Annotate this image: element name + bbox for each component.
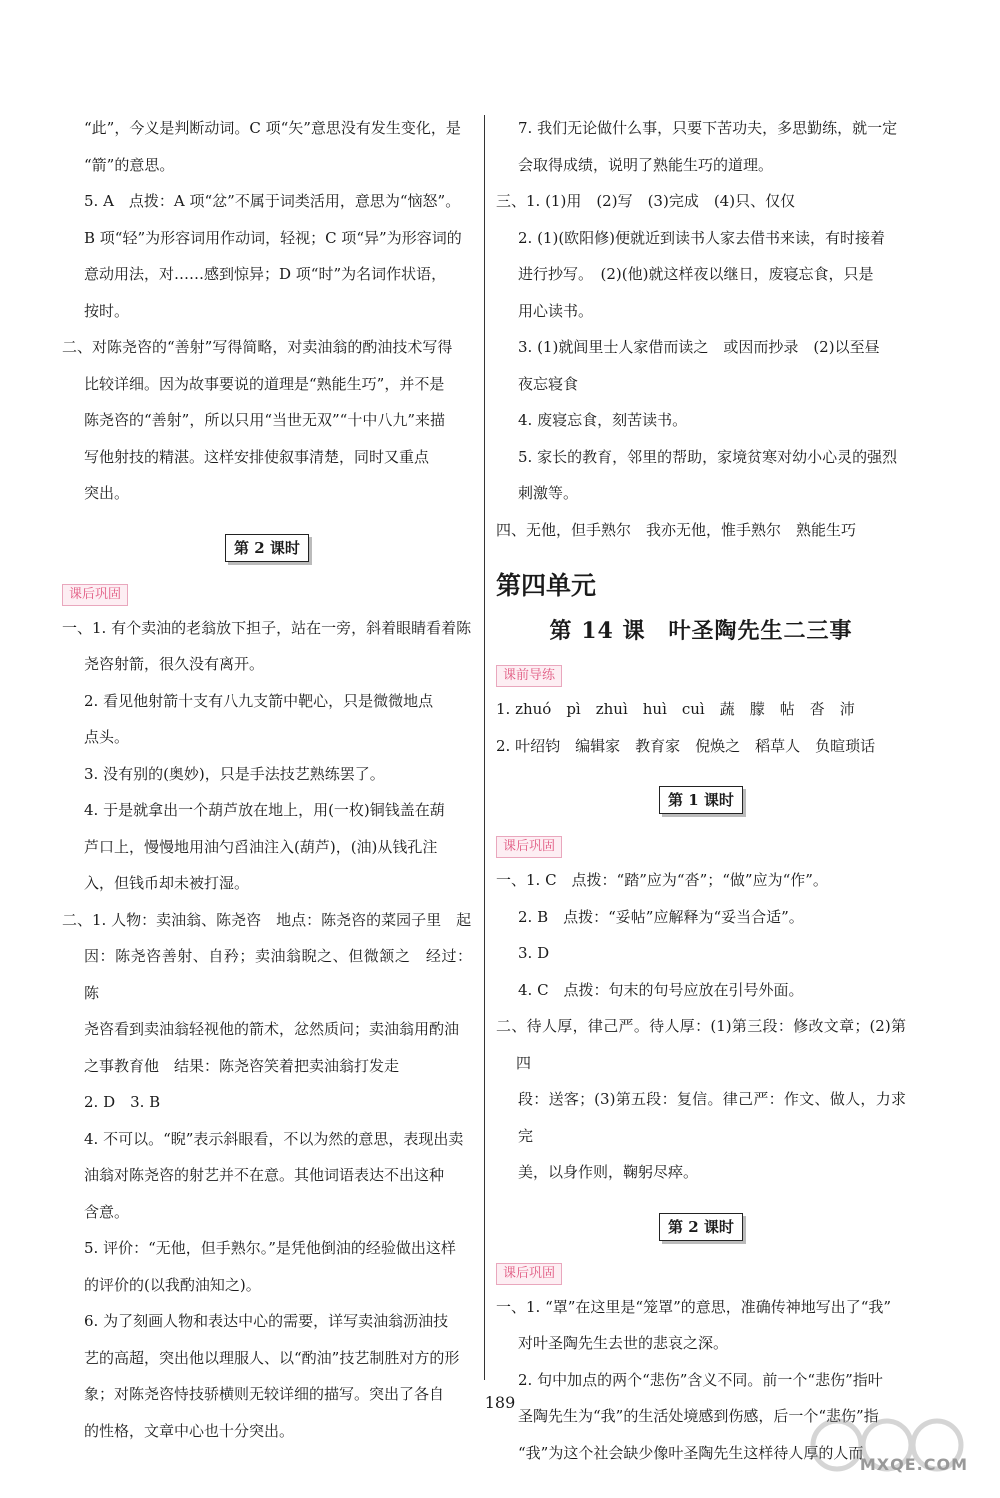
right-column [496, 110, 906, 1471]
answer-line: “我”为这个社会缺少像叶圣陶先生这样待人厚的人而 [518, 1443, 864, 1462]
lesson-14-title: 第 14 课 叶圣陶先生二三事 [549, 618, 853, 644]
answer-line: 一、1. C 点拨：“踏”应为“沓”；“做”应为“作”。 [496, 871, 828, 889]
answer-line: 艺的高超，突出他以理服人、以“酌油”技艺制胜对方的形 [84, 1348, 460, 1367]
answer-line: 刺激等。 [518, 484, 579, 502]
answer-line: 入，但钱币却未被打湿。 [84, 874, 250, 892]
answer-line: 的性格，文章中心也十分突出。 [84, 1421, 295, 1440]
answer-line: 按时。 [84, 301, 130, 320]
answer-line: 5. 评价：“无他，但手熟尔。”是凭他倒油的经验做出这样 [84, 1239, 456, 1257]
answer-line: 之事教育他 结果：陈尧咨笑着把卖油翁打发走 [84, 1056, 400, 1075]
page-number: 189 [484, 1393, 516, 1412]
answer-line: 芦口上，慢慢地用油勺舀油注入(葫芦)，(油)从钱孔注 [84, 837, 438, 856]
tag-review [62, 578, 472, 610]
lesson-1-label: 第 1 课时 [659, 786, 743, 814]
answer-line: 因：陈尧咨善射、自矜；卖油翁睨之、但微颔之 经过：陈 [84, 947, 472, 1002]
answer-line: 含意。 [84, 1202, 130, 1221]
answer-line: 5. 家长的教育，邻里的帮助，家境贫寒对幼小心灵的强烈 [518, 447, 898, 466]
answer-line: 2. 句中加点的两个“悲伤”含义不同。前一个“悲伤”指叶 [518, 1370, 883, 1389]
answer-line: 1. zhuó pì zhuì huì cuì 蔬 朦 帖 沓 沛 [496, 700, 855, 718]
answer-line: 3. D [518, 944, 550, 962]
answer-line: 美，以身作则，鞠躬尽瘁。 [518, 1163, 699, 1181]
answer-line: 四、无他，但手熟尔 我亦无他，惟手熟尔 熟能生巧 [496, 520, 857, 539]
answer-line: 段：送客；(3)第五段：复信。律己严：作文、做人，力求完 [518, 1090, 906, 1145]
answer-block-3 [496, 110, 906, 548]
answer-line: 点头。 [84, 728, 130, 746]
answer-line: 意动用法，对……感到惊异；D 项“时”为名词作状语， [84, 265, 447, 283]
answer-line: 一、1. “罩”在这里是“笼罩”的意思，准确传神地写出了“我” [496, 1297, 892, 1316]
answer-line: 进行抄写。 (2)(他)就这样夜以继日，废寝忘食，只是 [518, 265, 874, 283]
answer-line: 3. 没有别的(奥妙)，只是手法技艺熟练罢了。 [84, 764, 385, 783]
answer-line: 4. C 点拨：句末的句号应放在引号外面。 [518, 980, 804, 999]
answer-line: 5. A 点拨：A 项“忿”不属于词类活用，意思为“恼怒”。 [84, 192, 461, 210]
answer-line: 突出。 [84, 484, 130, 502]
lesson-2-label: 第 2 课时 [225, 534, 309, 562]
answer-line: 3. (1)就闾里士人家借而读之 或因而抄录 (2)以至昼 [518, 338, 880, 356]
answer-line: 6. 为了刻画人物和表达中心的需要，详写卖油翁沥油技 [84, 1312, 449, 1330]
answer-line: 油翁对陈尧咨的射艺并不在意。其他词语表达不出这种 [84, 1166, 445, 1184]
left-column [62, 110, 472, 1449]
answer-line: 写他射技的精湛。这样安排使叙事清楚，同时又重点 [84, 447, 430, 466]
answer-line: “箭”的意思。 [84, 155, 175, 174]
answer-block-2 [62, 610, 472, 1450]
answer-line: 用心读书。 [518, 301, 594, 320]
answer-line: 象；对陈尧咨恃技骄横则无较详细的描写。突出了各自 [84, 1385, 445, 1403]
answer-line: 4. 废寝忘食，刻苦读书。 [518, 411, 688, 429]
answer-block-5 [496, 862, 906, 1191]
answer-line: 2. 看见他射箭十支有八九支箭中靶心，只是微微地点 [84, 691, 434, 710]
answer-block-4 [496, 691, 906, 764]
answer-line: 尧咨射箭，很久没有离开。 [84, 655, 265, 673]
answer-line: 4. 不可以。“睨”表示斜眼看，不以为然的意思，表现出卖 [84, 1129, 464, 1148]
answer-line: 尧咨看到卖油翁轻视他的箭术，忿然质问；卖油翁用酌油 [84, 1020, 460, 1038]
answer-line: 夜忘寝食 [518, 374, 579, 393]
answer-line: 一、1. 有个卖油的老翁放下担子，站在一旁，斜着眼睛看着陈 [62, 618, 472, 637]
answer-line: 7. 我们无论做什么事，只要下苦功夫，多思勤练，就一定 [518, 119, 898, 137]
answer-line: 比较详细。因为故事要说的道理是“熟能生巧”，并不是 [84, 374, 445, 393]
answer-line: 对叶圣陶先生去世的悲哀之深。 [518, 1334, 729, 1352]
watermark-text: MXQE.COM [859, 1455, 968, 1474]
answer-line: 会取得成绩，说明了熟能生巧的道理。 [518, 155, 774, 174]
tag-review-label-2: 课后巩固 [496, 836, 562, 858]
tag-review-label: 课后巩固 [62, 584, 128, 606]
answer-line: 2. D 3. B [84, 1093, 161, 1111]
answer-line: 陈尧咨的“善射”，所以只用“当世无双”“十中八九”来描 [84, 411, 446, 429]
answer-line: 的评价的(以我酌油知之)。 [84, 1275, 261, 1294]
answer-line: 二、1. 人物：卖油翁、陈尧咨 地点：陈尧咨的菜园子里 起 [62, 910, 472, 929]
tag-review-label-3: 课后巩固 [496, 1263, 562, 1285]
answer-line: 4. 于是就拿出一个葫芦放在地上，用(一枚)铜钱盖在葫 [84, 801, 445, 819]
answer-line: 二、待人厚，律己严。待人厚：(1)第三段：修改文章；(2)第四 [496, 1017, 906, 1072]
answer-block-1 [62, 110, 472, 512]
unit-title: 第四单元 [496, 571, 597, 600]
answer-line: 二、对陈尧咨的“善射”写得简略，对卖油翁的酌油技术写得 [62, 338, 453, 356]
column-divider [484, 115, 485, 1380]
answer-line: 圣陶先生为“我”的生活处境感到伤感，后一个“悲伤”指 [518, 1407, 879, 1425]
answer-line: 三、1. (1)用 (2)写 (3)完成 (4)只、仅仅 [496, 192, 796, 210]
answer-line: 2. B 点拨：“妥帖”应解释为“妥当合适”。 [518, 907, 804, 926]
answer-line: B 项“轻”为形容词用作动词，轻视；C 项“异”为形容词的 [84, 228, 462, 247]
lesson-2b-label: 第 2 课时 [659, 1213, 743, 1241]
answer-line: 2. (1)(欧阳修)便就近到读书人家去借书来读，有时接着 [518, 228, 886, 247]
watermark-logo-icon [802, 1415, 982, 1485]
answer-line: 2. 叶绍钧 编辑家 教育家 倪焕之 稻草人 负暄琐话 [496, 736, 876, 755]
answer-line: “此”，今义是判断动词。C 项“矢”意思没有发生变化，是 [84, 119, 461, 137]
tag-preview-label: 课前导练 [496, 665, 562, 687]
